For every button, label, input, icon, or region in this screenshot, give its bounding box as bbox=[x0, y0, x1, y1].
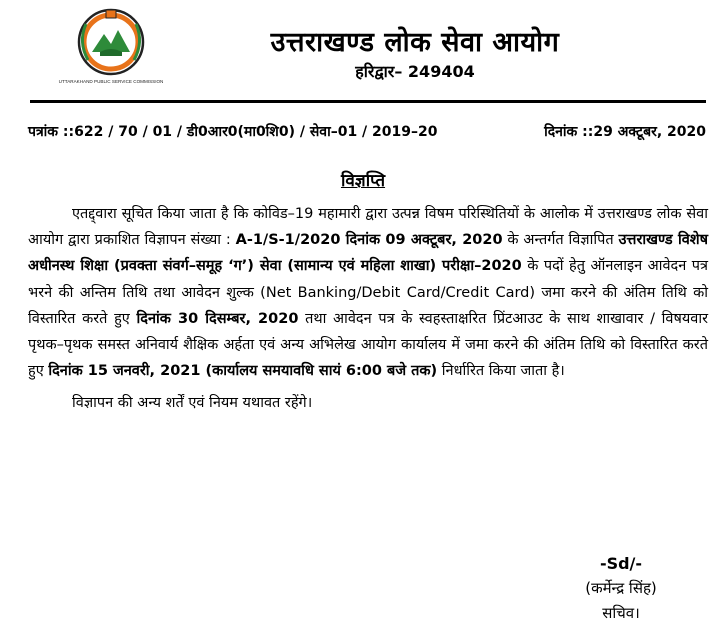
notice-closing: विज्ञापन की अन्य शर्तें एवं नियम यथावत रहेंगे। bbox=[72, 395, 313, 412]
advertisement-number: A-1/S-1/2020 दिनांक 09 अक्टूबर, 2020 bbox=[235, 232, 503, 249]
date-value: 29 अक्टूबर, 2020 bbox=[593, 124, 706, 140]
header-divider bbox=[30, 100, 706, 103]
notice-heading: विज्ञप्ति bbox=[340, 171, 386, 191]
exam-name: उत्तराखण्ड विशेष अधीनस्थ शिक्षा (प्रवक्ता संवर्ग–समूह ‘ग’) सेवा (सामान्य एवं महिला शाखा) परीक्षा–2020 bbox=[28, 232, 708, 275]
date-label: दिनांक :: bbox=[544, 124, 594, 140]
text-run: निर्धारित किया जाता है। bbox=[437, 363, 565, 380]
text-run: के पदों हेतु ऑनलाइन आवेदन पत्र भरने की अन्तिम तिथि तथा आवेदन शुल्क (Net Banking/Debit Card/Credit Card) जमा करने की अंतिम तिथि को विस्तारित करते हुए bbox=[28, 258, 709, 327]
text-run: तथा आवेदन पत्र के स्वहस्ताक्षरित प्रिंटआउट के साथ शाखावार / विषयवार पृथक–पृथक समस्त अनिवार्य शैक्षिक अर्हता एवं अन्य अभिलेख आयोग कार्यालय में जमा करने की अंतिम तिथि को विस्तारित करते हुए bbox=[28, 310, 709, 380]
signatory-designation: सचिव। bbox=[602, 604, 640, 622]
reference-number bbox=[28, 122, 438, 141]
reference-label: पत्रांक :: bbox=[28, 124, 75, 140]
logo-caption: UTTARAKHAND PUBLIC SERVICE COMMISSION bbox=[58, 79, 164, 84]
text-run: एतद्द्वारा सूचित किया जाता है कि कोविड–19 महामारी द्वारा उत्पन्न विषम परिस्थितियों के आलोक में उत्तराखण्ड लोक सेवा आयोग द्वारा प्रकाशित विज्ञापन संख्या : bbox=[28, 206, 708, 249]
notice-body bbox=[28, 201, 708, 417]
address-pin: 249404 bbox=[407, 62, 475, 81]
extended-date-documents: दिनांक 15 जनवरी, 2021 (कार्यालय समयावधि सायं 6:00 बजे तक) bbox=[48, 363, 438, 380]
signature-mark: -Sd/- bbox=[599, 554, 643, 573]
commission-logo bbox=[48, 4, 174, 86]
notice-paragraph bbox=[28, 201, 708, 384]
org-title: उत्तराखण्ड लोक सेवा आयोग bbox=[270, 27, 560, 58]
address-city: हरिद्वार– bbox=[355, 62, 403, 81]
signatory-name: (कर्मेन्द्र सिंह) bbox=[585, 579, 657, 597]
signature-block bbox=[556, 551, 686, 626]
reference-value: 622 / 70 / 01 / डी0आर0(मा0शि0) / सेवा–01 / 2019–20 bbox=[74, 124, 438, 140]
text-run: के अन्तर्गत विज्ञापित bbox=[502, 232, 619, 249]
org-address bbox=[200, 60, 630, 82]
reference-date bbox=[544, 122, 706, 141]
extended-date-online: दिनांक 30 दिसम्बर, 2020 bbox=[136, 310, 299, 327]
